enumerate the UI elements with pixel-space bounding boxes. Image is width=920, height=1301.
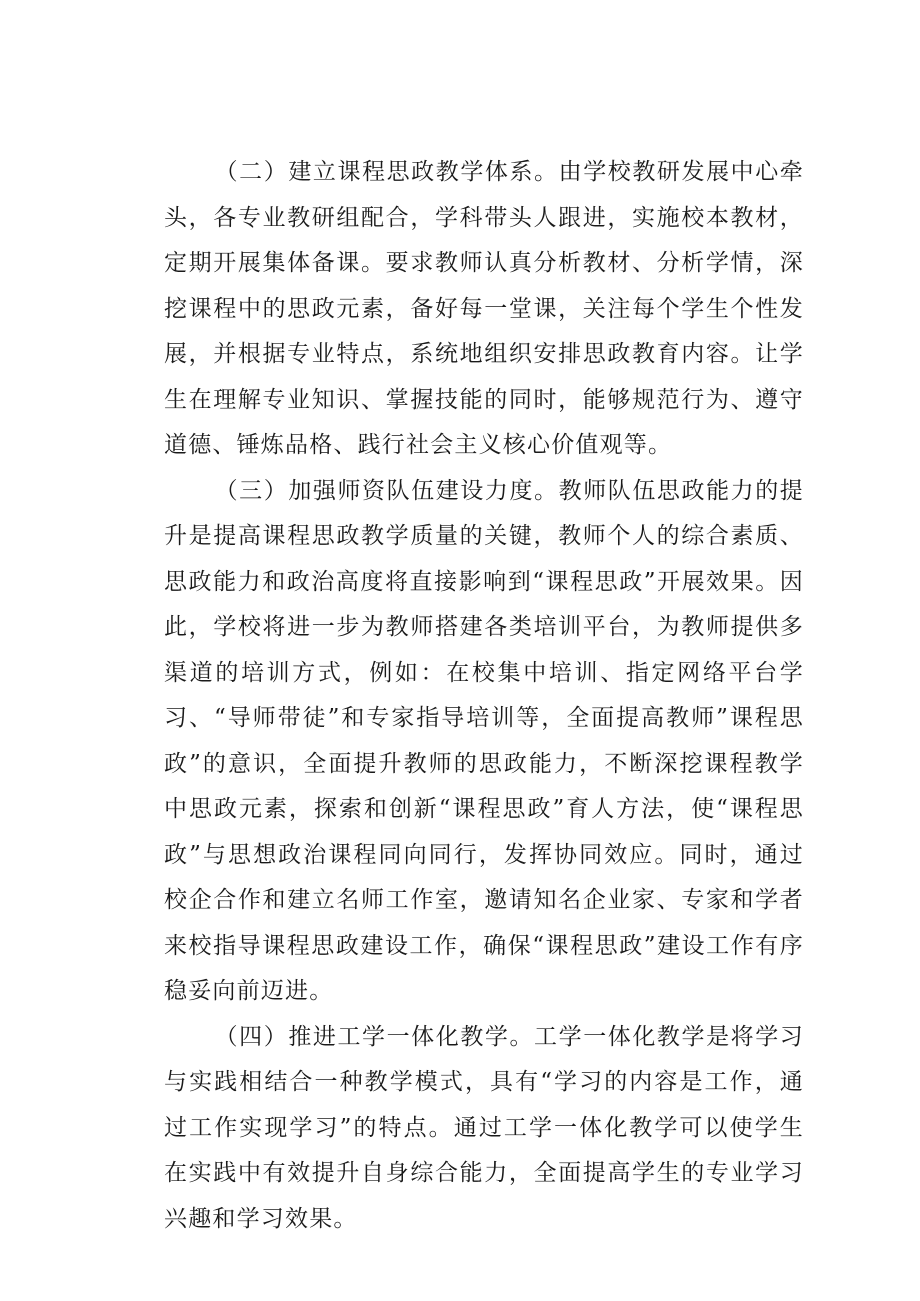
document-body [164,150,804,1242]
paragraph-section-4: （四）推进工学一体化教学。工学一体化教学是将学习与实践相结合一种教学模式，具有“学习的内容是工作，通过工作实现学习”的特点。通过工学一体化教学可以使学生在实践中有效提升自身综合能力，全面提高学生的专业学习兴趣和学习效果。 [164,1023,804,1232]
paragraph-section-3: （三）加强师资队伍建设力度。教师队伍思政能力的提升是提高课程思政教学质量的关键，教师个人的综合素质、思政能力和政治高度将直接影响到“课程思政”开展效果。因此，学校将进一步为教师搭建各类培训平台，为教师提供多渠道的培训方式，例如：在校集中培训、指定网络平台学习、“导师带徒”和专家指导培训等，全面提高教师”课程思政”的意识，全面提升教师的思政能力，不断深挖课程教学中思政元素，探索和创新“课程思政”育人方法，使“课程思政”与思想政治课程同向同行，发挥协同效应。同时，通过校企合作和建立名师工作室，邀请知名企业家、专家和学者来校指导课程思政建设工作，确保“课程思政”建设工作有序稳妥向前迈进。 [164,477,804,1004]
paragraph-section-2: （二）建立课程思政教学体系。由学校教研发展中心牵头，各专业教研组配合，学科带头人跟进，实施校本教材，定期开展集体备课。要求教师认真分析教材、分析学情，深挖课程中的思政元素，备好每一堂课，关注每个学生个性发展，并根据专业特点，系统地组织安排思政教育内容。让学生在理解专业知识、掌握技能的同时，能够规范行为、遵守道德、锤炼品格、践行社会主义核心价值观等。 [164,159,804,458]
